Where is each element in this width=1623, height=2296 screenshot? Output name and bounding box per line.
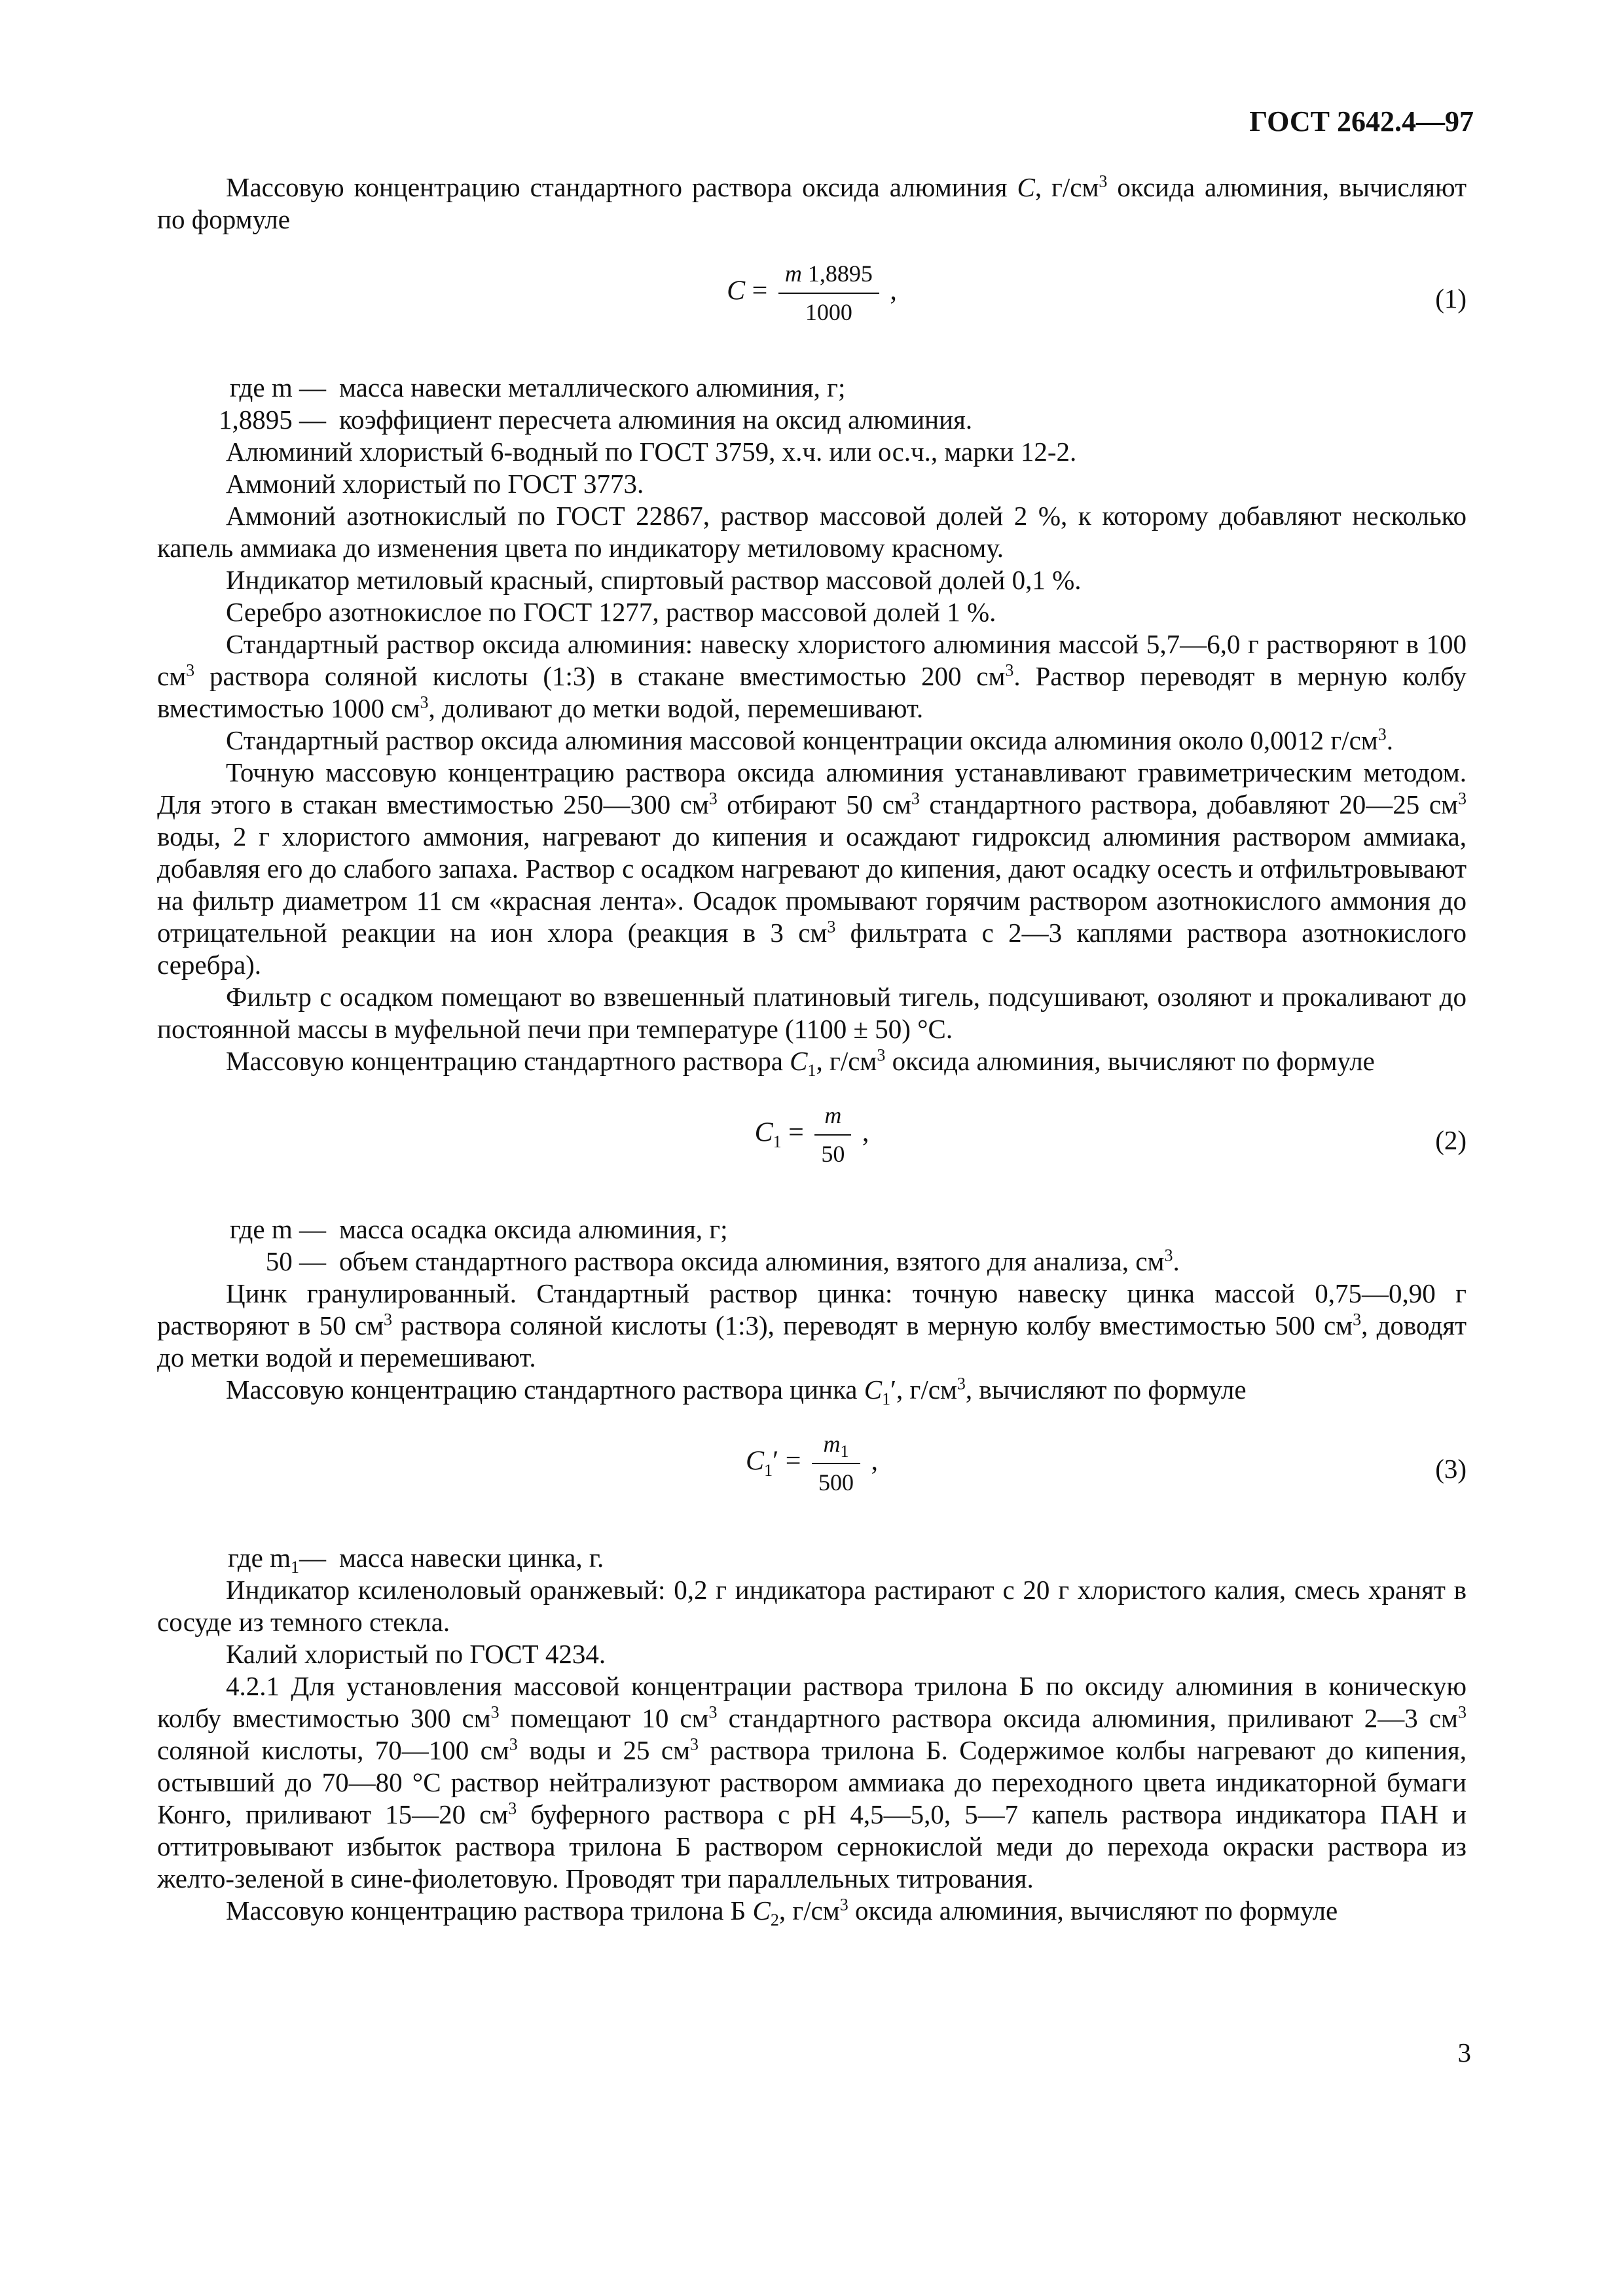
document-header: ГОСТ 2642.4—97	[1249, 105, 1474, 137]
paragraph: Массовую концентрацию стандартного раствора $C_1$, $г/см^3$ оксида алюминия, вычисляют по формуле	[226, 1045, 1375, 1081]
paragraph: Калий хлористый по ГОСТ 4234.	[226, 1639, 606, 1669]
paragraph: Индикатор ксиленоловый оранжевый: 0,2 г индикатора растирают с 20 г хлористого калия, смесь хранят в сосуде из темного стекла.	[157, 1575, 1467, 1637]
paragraph: Цинк гранулированный. Стандартный раствор цинка: точную навеску цинка массой 0,75—0,90 г растворяют в 50 $см^3$ раствора соляной кислоты (1:3), переводят в мерную колбу вместимостью 500 $см^3$, доводят до метки водой и перемешивают.	[157, 1278, 1467, 1372]
document-body	[157, 171, 1467, 1930]
paragraph: Алюминий хлористый 6-водный по ГОСТ 3759, х.ч. или ос.ч., марки 12-2.	[226, 437, 1077, 467]
where-line: 50 — объем стандартного раствора оксида алюминия, взятого для анализа, $см^3$.	[265, 1246, 1180, 1276]
paragraph-alumina-concentration: Массовую концентрацию стандартного раствора оксида алюминия C, $г/см^3$ оксида алюминия, вычисляют по формуле	[157, 171, 1467, 234]
where-line: 1,8895 — коэффициент пересчета алюминия на оксид алюминия.	[219, 404, 973, 435]
paragraph: Фильтр с осадком помещают во взвешенный платиновый тигель, подсушивают, озоляют и прокаливают до постоянной массы в муфельной печи при температуре (1100 ± 50) °С.	[157, 982, 1467, 1044]
equation-number: (2)	[1435, 1125, 1467, 1155]
where-line: где m — масса навески металлического алюминия, г;	[229, 372, 846, 403]
equation-number: (3)	[1435, 1454, 1467, 1484]
where-line: где m — масса осадка оксида алюминия, г;	[229, 1214, 728, 1244]
formula-2: $C_1$ = $\frac{m}{50}$ , (2)	[157, 1100, 1467, 1198]
equation-number: (1)	[1435, 283, 1467, 314]
paragraph: Аммоний азотнокислый по ГОСТ 22867, раствор массовой долей 2 %, к которому добавляют несколько капель аммиака до изменения цвета по индикатору метиловому красному.	[157, 501, 1467, 563]
paragraph: Точную массовую концентрацию раствора оксида алюминия устанавливают гравиметрическим методом. Для этого в стакан вместимостью 250—300 $см^3$ отбирают 50 $см^3$ стандартного раствора, добавляют 20—25 $см^3$ воды, 2 г хлористого аммония, нагревают до кипения и осаждают гидроксид алюминия раствором аммиака, добавляя его до слабого запаха. Раствор с осадком нагревают до кипения, дают осадку осесть и отфильтровывают на фильтр диаметром 11 см «красная лента». Осадок промывают горячим раствором азотнокислого аммония до отрицательной реакции на ион хлора (реакция в 3 $см^3$ фильтрата с 2—3 каплями раствора азотнокислого серебра).	[157, 757, 1467, 980]
where-line: где $m_1—$ масса навески цинка, г.	[228, 1543, 604, 1577]
paragraph: Аммоний хлористый по ГОСТ 3773.	[226, 469, 644, 499]
formula-3: $C_1'$ = $\frac{m_1}{500}$ , (3)	[157, 1428, 1467, 1526]
paragraph: Серебро азотнокислое по ГОСТ 1277, раствор массовой долей 1 %.	[226, 597, 996, 627]
paragraph-section-4-2-1: 4.2.1 Для установления массовой концентрации раствора трилона Б по оксиду алюминия в коническую колбу вместимостью 300 $см^3$ помещают 10 $см^3$ стандартного раствора оксида алюминия, приливают 2—3 $см^3$ соляной кислоты, 70—100 $см^3$ воды и 25 $см^3$ раствора трилона Б. Содержимое колбы нагревают до кипения, остывший до 70—80 °С раствор нейтрализуют раствором аммиака до переходного цвета индикаторной бумаги Конго, приливают 15—20 $см^3$ буферного раствора с рН 4,5—5,0, 5—7 капель раствора индикатора ПАН и оттитровывают избыток раствора трилона Б раствором сернокислой меди до перехода окраски раствора из желто-зеленой в сине-фиолетовую. Проводят три параллельных титрования.	[157, 1671, 1467, 1893]
paragraph: Стандартный раствор оксида алюминия массовой концентрации оксида алюминия около 0,0012 $г/см^3$.	[226, 725, 1393, 755]
formula-1: C = $\frac{m 1,8895}{1000}$ , (1)	[157, 258, 1467, 356]
page-number: 3	[1457, 2037, 1471, 2068]
paragraph: Индикатор метиловый красный, спиртовый раствор массовой долей 0,1 %.	[226, 565, 1082, 595]
paragraph: Массовую концентрацию раствора трилона Б $C_2$, $г/см^3$ оксида алюминия, вычисляют по формуле	[226, 1895, 1338, 1930]
paragraph: Стандартный раствор оксида алюминия: навеску хлористого алюминия массой 5,7—6,0 г растворяют в 100 $см^3$ раствора соляной кислоты (1:3) в стакане вместимостью 200 $см^3$. Раствор переводят в мерную колбу вместимостью 1000 $см^3$, доливают до метки водой, перемешивают.	[157, 629, 1467, 723]
paragraph: Массовую концентрацию стандартного раствора цинка $C_1'$, $г/см^3$, вычисляют по формуле	[226, 1374, 1247, 1409]
